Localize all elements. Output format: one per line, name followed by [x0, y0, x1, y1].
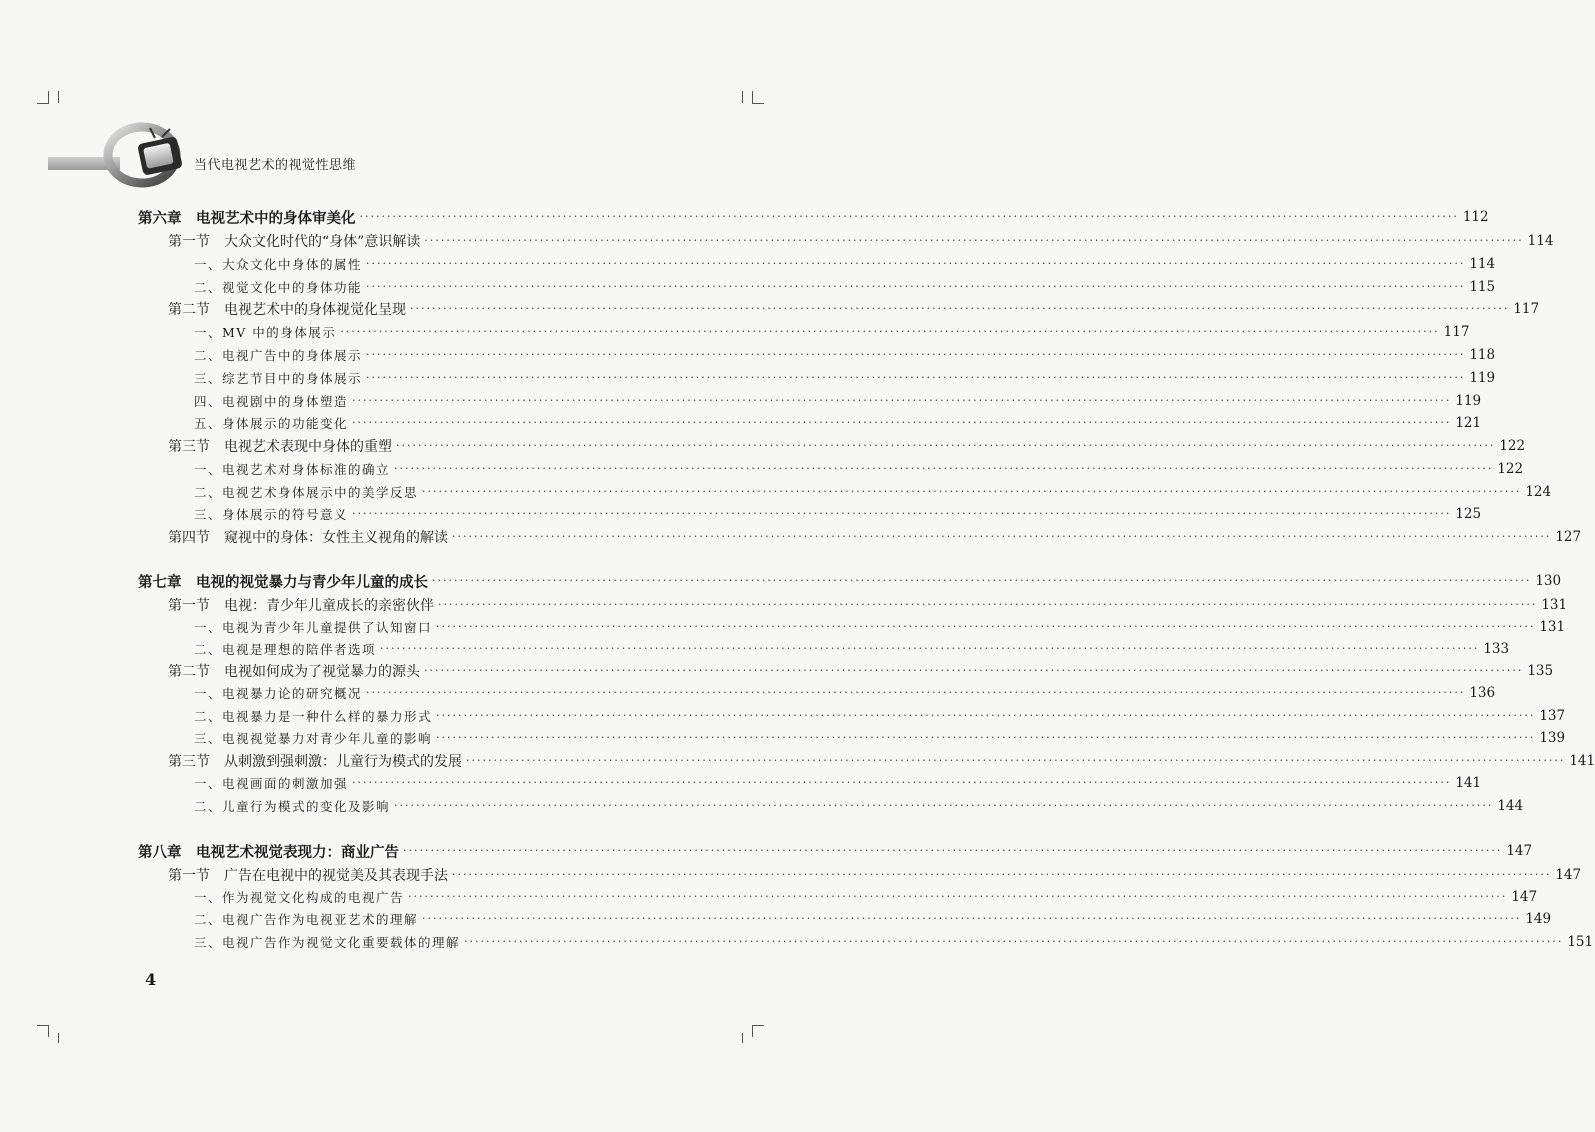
- toc-item-row: [0, 705, 1566, 727]
- toc-page-number: 117: [1443, 324, 1470, 340]
- toc-page-number: 119: [1469, 370, 1496, 386]
- dot-leader: ········································································································································································································: [394, 799, 1494, 812]
- toc-page-number: 149: [1525, 911, 1552, 927]
- dot-leader: ········································································································································································································: [452, 530, 1552, 543]
- toc-page-number: 115: [1469, 279, 1496, 295]
- tv-logo-icon: [100, 120, 190, 190]
- toc-page-number: 114: [1527, 233, 1554, 249]
- toc-section-title: 第二节 电视如何成为了视觉暴力的源头: [168, 664, 420, 680]
- toc-item-row: [0, 276, 1496, 298]
- dot-leader: ········································································································································································································: [352, 507, 1452, 520]
- toc-item-title: 二、电视暴力是一种什么样的暴力形式: [194, 709, 433, 724]
- toc-page-number: 133: [1483, 641, 1510, 657]
- toc-chapter-row: [0, 840, 1533, 862]
- toc-item-title: 一、电视暴力论的研究概况: [194, 686, 363, 701]
- dot-leader: ········································································································································································································: [464, 935, 1564, 948]
- dot-leader: ········································································································································································································: [436, 709, 1536, 722]
- toc-page-number: 139: [1539, 730, 1566, 746]
- toc-item-row: [0, 638, 1510, 660]
- toc-item-row: [0, 390, 1482, 412]
- toc-page-number: 121: [1455, 415, 1482, 431]
- toc-section-title: 第二节 电视艺术中的身体视觉化呈现: [168, 302, 406, 318]
- toc-page-number: 114: [1469, 256, 1496, 272]
- toc-item-row: [0, 253, 1496, 275]
- toc-page-number: 137: [1539, 708, 1566, 724]
- toc-item-title: 四、电视剧中的身体塑造: [194, 394, 349, 409]
- toc-section-row: [0, 230, 1554, 252]
- toc-page-number: 131: [1541, 597, 1568, 613]
- toc-item-title: 一、电视艺术对身体标准的确立: [194, 462, 391, 477]
- toc-section-row: [0, 864, 1582, 886]
- toc-item-row: [0, 344, 1496, 366]
- toc-section-title: 第三节 电视艺术表现中身体的重塑: [168, 439, 392, 455]
- toc-item-row: [0, 727, 1566, 749]
- toc-item-row: [0, 367, 1496, 389]
- dot-leader: ········································································································································································································: [396, 439, 1496, 452]
- dot-leader: ········································································································································································································: [432, 574, 1532, 587]
- toc-section-title: 第一节 电视：青少年儿童成长的亲密伙伴: [168, 598, 434, 614]
- toc-item-row: [0, 503, 1482, 525]
- toc-item-title: 三、电视广告作为视觉文化重要载体的理解: [194, 935, 461, 950]
- toc-page-number: 112: [1462, 209, 1489, 225]
- toc-item-row: [0, 412, 1482, 434]
- dot-leader: ········································································································································································································: [424, 664, 1524, 677]
- toc-page-number: 118: [1469, 347, 1496, 363]
- toc-section-title: 第三节 从刺激到强刺激：儿童行为模式的发展: [168, 754, 462, 770]
- dot-leader: ········································································································································································································: [438, 598, 1538, 611]
- toc-section-row: [0, 526, 1582, 548]
- toc-chapter-title: 第八章 电视艺术视觉表现力：商业广告: [138, 844, 399, 861]
- toc-page-number: 135: [1527, 663, 1554, 679]
- toc-section-row: [0, 750, 1595, 772]
- dot-leader: ········································································································································································································: [366, 371, 1466, 384]
- toc-chapter-row: [0, 570, 1562, 592]
- header-title: 当代电视艺术的视觉性思维: [194, 158, 357, 173]
- toc-item-title: 二、电视广告作为电视亚艺术的理解: [194, 912, 419, 927]
- toc-page-number: 151: [1567, 934, 1594, 950]
- toc-item-row: [0, 795, 1524, 817]
- dot-leader: ········································································································································································································: [366, 348, 1466, 361]
- toc-page-number: 131: [1539, 619, 1566, 635]
- toc-section-row: [0, 298, 1540, 320]
- toc-page-number: 117: [1513, 301, 1540, 317]
- toc-item-title: 三、身体展示的符号意义: [194, 507, 349, 522]
- toc-section-title: 第一节 广告在电视中的视觉美及其表现手法: [168, 868, 448, 884]
- toc-section-title: 第一节 大众文化时代的“身体”意识解读: [168, 234, 421, 250]
- toc-item-row: [0, 931, 1594, 953]
- dot-leader: ········································································································································································································: [359, 210, 1459, 223]
- toc-item-title: 二、电视艺术身体展示中的美学反思: [194, 485, 419, 500]
- toc-chapter-title: 第六章 电视艺术中的身体审美化: [138, 210, 356, 227]
- toc-page-number: 130: [1535, 573, 1562, 589]
- toc-item-row: [0, 682, 1496, 704]
- toc-item-title: 二、视觉文化中的身体功能: [194, 280, 363, 295]
- toc-item-title: 二、儿童行为模式的变化及影响: [194, 799, 391, 814]
- dot-leader: ········································································································································································································: [424, 234, 1524, 247]
- toc-page-number: 147: [1511, 889, 1538, 905]
- dot-leader: ········································································································································································································: [352, 394, 1452, 407]
- toc-page-number: 147: [1506, 843, 1533, 859]
- toc-item-row: [0, 772, 1482, 794]
- toc-item-row: [0, 908, 1552, 930]
- toc-page-number: 127: [1555, 529, 1582, 545]
- toc-page-number: 122: [1497, 461, 1524, 477]
- dot-leader: ········································································································································································································: [466, 754, 1566, 767]
- toc-page-number: 141: [1569, 753, 1595, 769]
- dot-leader: ········································································································································································································: [410, 302, 1510, 315]
- dot-leader: ········································································································································································································: [403, 844, 1503, 857]
- toc-item-title: 二、电视广告中的身体展示: [194, 348, 363, 363]
- toc-page-number: 124: [1525, 484, 1552, 500]
- dot-leader: ········································································································································································································: [366, 280, 1466, 293]
- toc-item-title: 五、身体展示的功能变化: [194, 416, 349, 431]
- dot-leader: ········································································································································································································: [408, 890, 1508, 903]
- toc-item-row: [0, 616, 1566, 638]
- dot-leader: ········································································································································································································: [340, 325, 1440, 338]
- toc-section-row: [0, 660, 1554, 682]
- toc-item-row: [0, 886, 1538, 908]
- toc-item-title: 一、作为视觉文化构成的电视广告: [194, 890, 405, 905]
- toc-item-title: 一、电视为青少年儿童提供了认知窗口: [194, 620, 433, 635]
- dot-leader: ········································································································································································································: [352, 416, 1452, 429]
- dot-leader: ········································································································································································································: [380, 642, 1480, 655]
- toc-item-title: 三、综艺节目中的身体展示: [194, 371, 363, 386]
- dot-leader: ········································································································································································································: [436, 620, 1536, 633]
- toc-item-title: 三、电视视觉暴力对青少年儿童的影响: [194, 731, 433, 746]
- toc-page-number: 122: [1499, 438, 1526, 454]
- dot-leader: ········································································································································································································: [366, 686, 1466, 699]
- dot-leader: ········································································································································································································: [366, 257, 1466, 270]
- toc-item-title: 二、电视是理想的陪伴者选项: [194, 642, 377, 657]
- running-header: [0, 120, 800, 190]
- dot-leader: ········································································································································································································: [352, 776, 1452, 789]
- toc-item-row: [0, 481, 1552, 503]
- toc-chapter-title: 第七章 电视的视觉暴力与青少年儿童的成长: [138, 574, 428, 591]
- toc-page-number: 125: [1455, 506, 1482, 522]
- dot-leader: ········································································································································································································: [394, 462, 1494, 475]
- toc-item-row: [0, 458, 1524, 480]
- toc-page-number: 144: [1497, 798, 1524, 814]
- dot-leader: ········································································································································································································: [452, 868, 1552, 881]
- toc-item-title: 一、电视画面的刺激加强: [194, 776, 349, 791]
- toc-section-row: [0, 594, 1568, 616]
- toc-page-number: 147: [1555, 867, 1582, 883]
- toc-item-title: 一、大众文化中身体的属性: [194, 257, 363, 272]
- page-number: 4: [145, 970, 157, 989]
- toc-chapter-row: [0, 206, 1489, 228]
- dot-leader: ········································································································································································································: [436, 731, 1536, 744]
- toc-page-number: 136: [1469, 685, 1496, 701]
- dot-leader: ········································································································································································································: [422, 485, 1522, 498]
- dot-leader: ········································································································································································································: [422, 912, 1522, 925]
- toc-item-row: [0, 321, 1470, 343]
- toc-section-title: 第四节 窥视中的身体：女性主义视角的解读: [168, 530, 448, 546]
- toc-item-title: 一、MV 中的身体展示: [194, 325, 337, 340]
- toc-page-number: 141: [1455, 775, 1482, 791]
- toc-section-row: [0, 435, 1526, 457]
- toc-page-number: 119: [1455, 393, 1482, 409]
